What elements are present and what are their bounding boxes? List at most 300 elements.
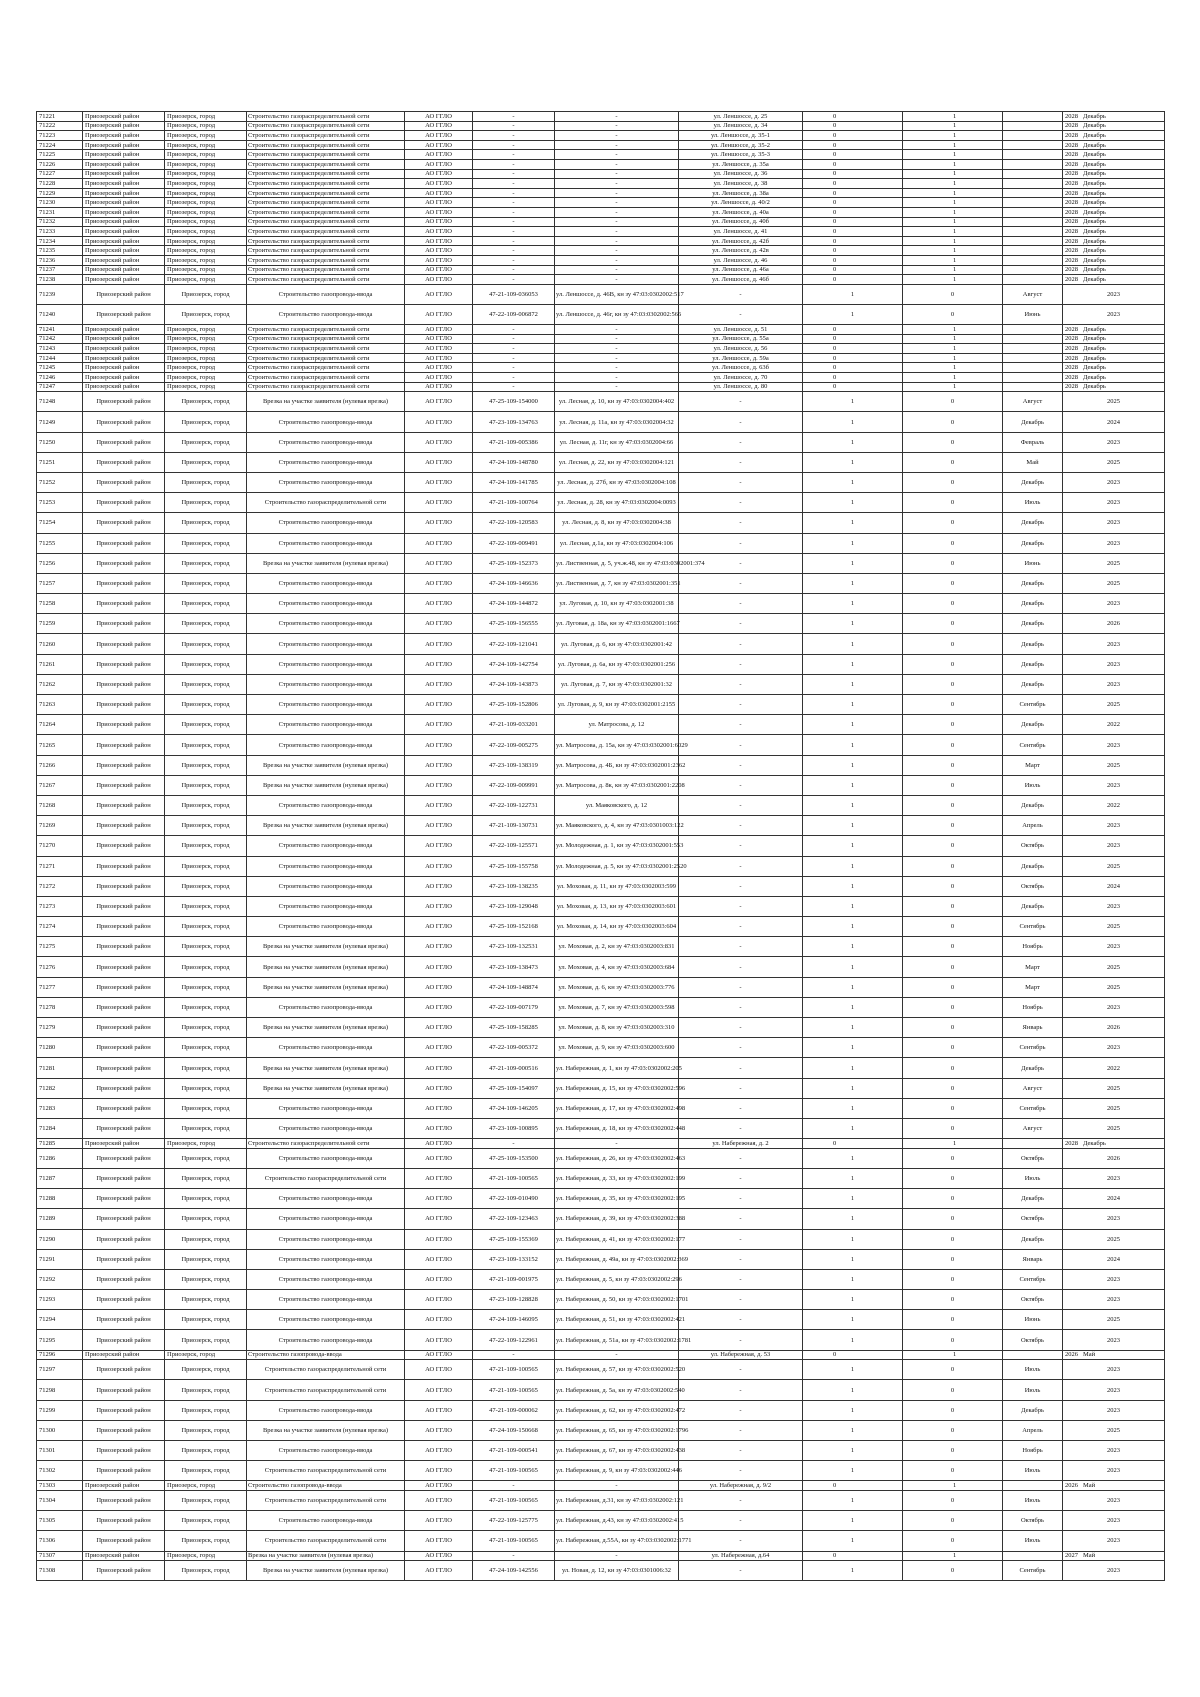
cell-network-count: 0 xyxy=(903,533,1003,553)
cell-row-number: 71274 xyxy=(37,917,83,937)
cell-year: 2023 xyxy=(1063,594,1165,614)
cell-application-number: - xyxy=(473,169,555,179)
cell-application-number: 47-22-109-005372 xyxy=(473,1038,555,1058)
cell-network-address: ул. Леншоссе, д. 38а xyxy=(679,188,803,198)
cell-address-with-cadastral: ул. Маяковского, д. 4, кн зу 47:03:0301003:122 xyxy=(555,816,679,836)
cell-network-count: 0 xyxy=(903,816,1003,836)
cell-connections-count: 0 xyxy=(803,150,903,160)
cell-settlement: Приозерск, город xyxy=(165,1269,247,1289)
cell-organization: АО ГГЛО xyxy=(405,1350,473,1360)
cell-organization: АО ГГЛО xyxy=(405,917,473,937)
cell-organization: АО ГГЛО xyxy=(405,1189,473,1209)
cell-address-with-cadastral: - xyxy=(555,265,679,275)
cell-network-address: - xyxy=(679,412,803,432)
cell-year: 2025 xyxy=(1063,1310,1165,1330)
cell-settlement: Приозерск, город xyxy=(165,775,247,795)
cell-row-number: 71236 xyxy=(37,255,83,265)
cell-organization: АО ГГЛО xyxy=(405,452,473,472)
cell-network-count: 0 xyxy=(903,304,1003,324)
cell-application-number: 47-23-109-138235 xyxy=(473,876,555,896)
cell-work-type: Врезка на участке заявителя (нулевая врезка) xyxy=(247,957,405,977)
cell-work-type: Строительство газопровода-ввода xyxy=(247,634,405,654)
cell-network-address: ул. Леншоссе, д. 46а xyxy=(679,265,803,275)
cell-settlement: Приозерск, город xyxy=(165,654,247,674)
cell-row-number: 71301 xyxy=(37,1440,83,1460)
table-row xyxy=(37,957,1165,977)
cell-network-count: 0 xyxy=(903,1490,1003,1510)
cell-settlement: Приозерск, город xyxy=(165,1098,247,1118)
table-row xyxy=(37,198,1165,208)
cell-organization: АО ГГЛО xyxy=(405,1249,473,1269)
cell-month: Декабрь xyxy=(1003,112,1063,122)
cell-application-number: 47-24-109-144872 xyxy=(473,594,555,614)
cell-year: 2025 xyxy=(1063,553,1165,573)
cell-network-address: - xyxy=(679,896,803,916)
cell-settlement: Приозерск, город xyxy=(165,1551,247,1561)
cell-address-with-cadastral: ул. Набережная, д. 26, кн зу 47:03:0302002:463 xyxy=(555,1148,679,1168)
cell-year: 2024 xyxy=(1063,412,1165,432)
cell-work-type: Строительство газораспределительной сети xyxy=(247,255,405,265)
cell-application-number: - xyxy=(473,131,555,141)
cell-address-with-cadastral: ул. Лесная, д. 10, кн зу 47:03:0302004:402 xyxy=(555,392,679,412)
cell-district: Приозерский район xyxy=(83,1118,165,1138)
cell-month: Октябрь xyxy=(1003,836,1063,856)
table-row xyxy=(37,1269,1165,1289)
cell-district: Приозерский район xyxy=(83,1561,165,1581)
cell-settlement: Приозерск, город xyxy=(165,1168,247,1188)
cell-organization: АО ГГЛО xyxy=(405,1440,473,1460)
cell-month: Декабрь xyxy=(1003,856,1063,876)
cell-address-with-cadastral: ул. Набережная, д.43, кн зу 47:03:0302002:415 xyxy=(555,1511,679,1531)
cell-row-number: 71285 xyxy=(37,1139,83,1149)
cell-district: Приозерский район xyxy=(83,325,165,335)
cell-row-number: 71240 xyxy=(37,304,83,324)
cell-address-with-cadastral: ул. Леншоссе, д. 46В, кн зу 47:03:0302002:517 xyxy=(555,284,679,304)
cell-network-address: ул. Леншоссе, д. 63б xyxy=(679,363,803,373)
cell-row-number: 71299 xyxy=(37,1400,83,1420)
cell-settlement: Приозерск, город xyxy=(165,112,247,122)
cell-month: Январь xyxy=(1003,1018,1063,1038)
cell-settlement: Приозерск, город xyxy=(165,1350,247,1360)
cell-month: Июнь xyxy=(1003,304,1063,324)
cell-settlement: Приозерск, город xyxy=(165,353,247,363)
cell-settlement: Приозерск, город xyxy=(165,856,247,876)
cell-year: 2023 xyxy=(1063,896,1165,916)
cell-organization: АО ГГЛО xyxy=(405,1461,473,1481)
cell-work-type: Строительство газопровода-ввода xyxy=(247,533,405,553)
cell-application-number: - xyxy=(473,255,555,265)
cell-work-type: Строительство газораспределительной сети xyxy=(247,1461,405,1481)
cell-network-address: - xyxy=(679,573,803,593)
cell-work-type: Строительство газораспределительной сети xyxy=(247,275,405,285)
cell-district: Приозерский район xyxy=(83,121,165,131)
cell-connections-count: 1 xyxy=(803,1168,903,1188)
cell-address-with-cadastral: - xyxy=(555,255,679,265)
cell-connections-count: 1 xyxy=(803,284,903,304)
cell-settlement: Приозерск, город xyxy=(165,493,247,513)
cell-address-with-cadastral: - xyxy=(555,131,679,141)
cell-network-address: - xyxy=(679,1360,803,1380)
cell-month: Декабрь xyxy=(1003,614,1063,634)
cell-settlement: Приозерск, город xyxy=(165,1461,247,1481)
cell-connections-count: 1 xyxy=(803,1229,903,1249)
cell-address-with-cadastral: - xyxy=(555,334,679,344)
cell-work-type: Строительство газораспределительной сети xyxy=(247,382,405,392)
cell-network-count: 0 xyxy=(903,392,1003,412)
table-row xyxy=(37,553,1165,573)
cell-year: 2023 xyxy=(1063,836,1165,856)
cell-work-type: Строительство газораспределительной сети xyxy=(247,112,405,122)
cell-row-number: 71265 xyxy=(37,735,83,755)
cell-work-type: Строительство газопровода-ввода xyxy=(247,1148,405,1168)
cell-month: Декабрь xyxy=(1003,150,1063,160)
cell-month: Июль xyxy=(1003,1380,1063,1400)
cell-network-address: - xyxy=(679,452,803,472)
cell-network-address: ул. Леншоссе, д. 55а xyxy=(679,334,803,344)
cell-month: Апрель xyxy=(1003,1420,1063,1440)
cell-network-address: ул. Леншоссе, д. 36 xyxy=(679,169,803,179)
cell-settlement: Приозерск, город xyxy=(165,472,247,492)
cell-organization: АО ГГЛО xyxy=(405,353,473,363)
cell-address-with-cadastral: - xyxy=(555,382,679,392)
cell-address-with-cadastral: - xyxy=(555,150,679,160)
cell-organization: АО ГГЛО xyxy=(405,715,473,735)
cell-network-address: - xyxy=(679,553,803,573)
cell-organization: АО ГГЛО xyxy=(405,1561,473,1581)
cell-organization: АО ГГЛО xyxy=(405,236,473,246)
cell-month: Май xyxy=(1003,1350,1063,1360)
cell-connections-count: 0 xyxy=(803,159,903,169)
cell-organization: АО ГГЛО xyxy=(405,179,473,189)
cell-network-address: ул. Леншоссе, д. 35-3 xyxy=(679,150,803,160)
cell-work-type: Строительство газопровода-ввода xyxy=(247,1038,405,1058)
cell-organization: АО ГГЛО xyxy=(405,1400,473,1420)
cell-connections-count: 1 xyxy=(803,392,903,412)
cell-work-type: Врезка на участке заявителя (нулевая врезка) xyxy=(247,553,405,573)
cell-year: 2025 xyxy=(1063,1118,1165,1138)
cell-year: 2024 xyxy=(1063,876,1165,896)
cell-row-number: 71277 xyxy=(37,977,83,997)
cell-connections-count: 0 xyxy=(803,325,903,335)
cell-application-number: 47-24-109-148874 xyxy=(473,977,555,997)
table-row xyxy=(37,304,1165,324)
cell-year: 2023 xyxy=(1063,634,1165,654)
cell-application-number: 47-23-109-138319 xyxy=(473,755,555,775)
cell-organization: АО ГГЛО xyxy=(405,255,473,265)
cell-work-type: Строительство газораспределительной сети xyxy=(247,217,405,227)
cell-network-count: 0 xyxy=(903,1018,1003,1038)
table-row xyxy=(37,1551,1165,1561)
table-row xyxy=(37,715,1165,735)
cell-application-number: 47-24-109-150668 xyxy=(473,1420,555,1440)
cell-organization: АО ГГЛО xyxy=(405,265,473,275)
cell-row-number: 71243 xyxy=(37,344,83,354)
cell-application-number: 47-24-109-142556 xyxy=(473,1561,555,1581)
cell-address-with-cadastral: ул. Лесная, д. 11а, кн зу 47:03:0302004:32 xyxy=(555,412,679,432)
cell-application-number: 47-24-109-143873 xyxy=(473,674,555,694)
cell-district: Приозерский район xyxy=(83,1461,165,1481)
cell-district: Приозерский район xyxy=(83,344,165,354)
cell-settlement: Приозерск, город xyxy=(165,1078,247,1098)
table-row xyxy=(37,1078,1165,1098)
cell-application-number: 47-25-109-152168 xyxy=(473,917,555,937)
cell-connections-count: 1 xyxy=(803,432,903,452)
cell-district: Приозерский район xyxy=(83,1139,165,1149)
cell-network-count: 0 xyxy=(903,836,1003,856)
cell-application-number: 47-24-109-141785 xyxy=(473,472,555,492)
cell-network-count: 0 xyxy=(903,1360,1003,1380)
cell-organization: АО ГГЛО xyxy=(405,412,473,432)
cell-year: 2028 xyxy=(1063,334,1165,344)
cell-application-number: - xyxy=(473,1350,555,1360)
cell-district: Приозерский район xyxy=(83,674,165,694)
table-row xyxy=(37,977,1165,997)
cell-organization: АО ГГЛО xyxy=(405,1420,473,1440)
cell-work-type: Строительство газопровода-ввода xyxy=(247,856,405,876)
cell-address-with-cadastral: - xyxy=(555,275,679,285)
cell-work-type: Строительство газопровода-ввода xyxy=(247,614,405,634)
cell-network-address: - xyxy=(679,1209,803,1229)
cell-organization: АО ГГЛО xyxy=(405,1511,473,1531)
cell-month: Декабрь xyxy=(1003,382,1063,392)
cell-network-address: - xyxy=(679,1058,803,1078)
cell-organization: АО ГГЛО xyxy=(405,614,473,634)
cell-network-address: ул. Леншоссе, д. 42в xyxy=(679,246,803,256)
cell-district: Приозерский район xyxy=(83,1098,165,1118)
cell-year: 2028 xyxy=(1063,188,1165,198)
cell-month: Август xyxy=(1003,284,1063,304)
cell-work-type: Строительство газопровода-ввода xyxy=(247,896,405,916)
cell-address-with-cadastral: ул. Набережная, д. 33, кн зу 47:03:0302002:199 xyxy=(555,1168,679,1188)
cell-month: Декабрь xyxy=(1003,1229,1063,1249)
cell-address-with-cadastral: ул. Луговая, д. 18а, кн зу 47:03:0302001:1667 xyxy=(555,614,679,634)
cell-network-count: 1 xyxy=(903,188,1003,198)
cell-application-number: 47-21-109-001975 xyxy=(473,1269,555,1289)
cell-year: 2028 xyxy=(1063,246,1165,256)
cell-row-number: 71255 xyxy=(37,533,83,553)
cell-district: Приозерский район xyxy=(83,217,165,227)
cell-district: Приозерский район xyxy=(83,1400,165,1420)
cell-network-count: 0 xyxy=(903,1148,1003,1168)
cell-application-number: - xyxy=(473,112,555,122)
cell-row-number: 71242 xyxy=(37,334,83,344)
cell-row-number: 71300 xyxy=(37,1420,83,1440)
cell-address-with-cadastral: - xyxy=(555,227,679,237)
cell-connections-count: 1 xyxy=(803,573,903,593)
cell-district: Приозерский район xyxy=(83,735,165,755)
cell-year: 2023 xyxy=(1063,1330,1165,1350)
cell-year: 2028 xyxy=(1063,198,1165,208)
table-row xyxy=(37,1330,1165,1350)
cell-network-count: 0 xyxy=(903,977,1003,997)
cell-year: 2023 xyxy=(1063,472,1165,492)
cell-work-type: Строительство газопровода-ввода xyxy=(247,513,405,533)
cell-network-count: 0 xyxy=(903,412,1003,432)
cell-network-count: 1 xyxy=(903,207,1003,217)
cell-settlement: Приозерск, город xyxy=(165,236,247,246)
cell-network-count: 0 xyxy=(903,917,1003,937)
cell-network-address: ул. Леншоссе, д. 25 xyxy=(679,112,803,122)
cell-settlement: Приозерск, город xyxy=(165,1189,247,1209)
cell-network-count: 1 xyxy=(903,131,1003,141)
cell-network-count: 0 xyxy=(903,1249,1003,1269)
cell-settlement: Приозерск, город xyxy=(165,207,247,217)
cell-district: Приозерский район xyxy=(83,363,165,373)
cell-network-count: 1 xyxy=(903,159,1003,169)
table-row xyxy=(37,1189,1165,1209)
cell-settlement: Приозерск, город xyxy=(165,412,247,432)
cell-year: 2025 xyxy=(1063,1229,1165,1249)
cell-address-with-cadastral: ул. Матросова, д. 4Б, кн зу 47:03:0302001:2362 xyxy=(555,755,679,775)
cell-address-with-cadastral: ул. Набережная, д. 57, кн зу 47:03:0302002:520 xyxy=(555,1360,679,1380)
cell-settlement: Приозерск, город xyxy=(165,452,247,472)
cell-year: 2028 xyxy=(1063,207,1165,217)
cell-network-count: 0 xyxy=(903,695,1003,715)
cell-work-type: Строительство газораспределительной сети xyxy=(247,344,405,354)
cell-work-type: Врезка на участке заявителя (нулевая врезка) xyxy=(247,392,405,412)
table-row xyxy=(37,112,1165,122)
cell-application-number: 47-25-109-154097 xyxy=(473,1078,555,1098)
cell-settlement: Приозерск, город xyxy=(165,275,247,285)
cell-settlement: Приозерск, город xyxy=(165,1400,247,1420)
table-row xyxy=(37,236,1165,246)
cell-month: Сентябрь xyxy=(1003,1561,1063,1581)
cell-organization: АО ГГЛО xyxy=(405,1269,473,1289)
cell-network-address: - xyxy=(679,1290,803,1310)
cell-network-address: - xyxy=(679,432,803,452)
cell-row-number: 71252 xyxy=(37,472,83,492)
cell-organization: АО ГГЛО xyxy=(405,159,473,169)
cell-connections-count: 1 xyxy=(803,735,903,755)
cell-settlement: Приозерск, город xyxy=(165,674,247,694)
cell-address-with-cadastral: ул. Молодежная, д. 5, кн зу 47:03:0302001:2520 xyxy=(555,856,679,876)
cell-address-with-cadastral: ул. Луговая, д. 9, кн зу 47:03:0302001:2155 xyxy=(555,695,679,715)
cell-network-count: 0 xyxy=(903,1380,1003,1400)
cell-month: Август xyxy=(1003,392,1063,412)
table-row xyxy=(37,140,1165,150)
cell-organization: АО ГГЛО xyxy=(405,131,473,141)
cell-row-number: 71225 xyxy=(37,150,83,160)
cell-network-count: 0 xyxy=(903,1561,1003,1581)
cell-row-number: 71308 xyxy=(37,1561,83,1581)
cell-month: Декабрь xyxy=(1003,472,1063,492)
cell-connections-count: 0 xyxy=(803,246,903,256)
cell-address-with-cadastral: ул. Луговая, д. 6а, кн зу 47:03:0302001:256 xyxy=(555,654,679,674)
cell-organization: АО ГГЛО xyxy=(405,674,473,694)
cell-month: Октябрь xyxy=(1003,876,1063,896)
cell-network-address: - xyxy=(679,1038,803,1058)
cell-organization: АО ГГЛО xyxy=(405,344,473,354)
cell-work-type: Строительство газораспределительной сети xyxy=(247,1168,405,1188)
table-row xyxy=(37,1380,1165,1400)
cell-connections-count: 1 xyxy=(803,472,903,492)
cell-connections-count: 0 xyxy=(803,112,903,122)
cell-year: 2028 xyxy=(1063,265,1165,275)
cell-application-number: 47-25-109-152373 xyxy=(473,553,555,573)
cell-district: Приозерский район xyxy=(83,937,165,957)
cell-address-with-cadastral: ул. Новая, д. 12, кн зу 47:03:0301006:32 xyxy=(555,1561,679,1581)
cell-address-with-cadastral: ул. Набережная, д. 50, кн зу 47:03:0302002:1701 xyxy=(555,1290,679,1310)
cell-organization: АО ГГЛО xyxy=(405,876,473,896)
cell-district: Приозерский район xyxy=(83,553,165,573)
cell-organization: АО ГГЛО xyxy=(405,553,473,573)
cell-month: Январь xyxy=(1003,1249,1063,1269)
cell-organization: АО ГГЛО xyxy=(405,957,473,977)
table-row xyxy=(37,121,1165,131)
cell-organization: АО ГГЛО xyxy=(405,382,473,392)
cell-work-type: Врезка на участке заявителя (нулевая врезка) xyxy=(247,775,405,795)
cell-organization: АО ГГЛО xyxy=(405,775,473,795)
cell-settlement: Приозерск, город xyxy=(165,634,247,654)
cell-row-number: 71233 xyxy=(37,227,83,237)
cell-row-number: 71302 xyxy=(37,1461,83,1481)
cell-month: Декабрь xyxy=(1003,654,1063,674)
cell-district: Приозерский район xyxy=(83,382,165,392)
cell-district: Приозерский район xyxy=(83,255,165,265)
cell-network-count: 0 xyxy=(903,1189,1003,1209)
cell-connections-count: 1 xyxy=(803,452,903,472)
cell-year: 2025 xyxy=(1063,573,1165,593)
cell-month: Сентябрь xyxy=(1003,917,1063,937)
table-row xyxy=(37,1310,1165,1330)
table-row xyxy=(37,513,1165,533)
cell-connections-count: 1 xyxy=(803,997,903,1017)
cell-network-count: 1 xyxy=(903,179,1003,189)
cell-year: 2023 xyxy=(1063,432,1165,452)
cell-month: Декабрь xyxy=(1003,325,1063,335)
cell-application-number: - xyxy=(473,373,555,383)
cell-settlement: Приозерск, город xyxy=(165,169,247,179)
cell-work-type: Врезка на участке заявителя (нулевая врезка) xyxy=(247,816,405,836)
cell-work-type: Врезка на участке заявителя (нулевая врезка) xyxy=(247,1078,405,1098)
cell-network-count: 1 xyxy=(903,198,1003,208)
cell-row-number: 71259 xyxy=(37,614,83,634)
cell-work-type: Врезка на участке заявителя (нулевая врезка) xyxy=(247,755,405,775)
cell-work-type: Строительство газораспределительной сети xyxy=(247,325,405,335)
cell-organization: АО ГГЛО xyxy=(405,304,473,324)
cell-connections-count: 0 xyxy=(803,1350,903,1360)
cell-connections-count: 1 xyxy=(803,836,903,856)
cell-month: Март xyxy=(1003,755,1063,775)
table-row xyxy=(37,1531,1165,1551)
cell-connections-count: 0 xyxy=(803,255,903,265)
cell-address-with-cadastral: ул. Матросова, д. 12 xyxy=(555,715,679,735)
cell-row-number: 71241 xyxy=(37,325,83,335)
cell-year: 2024 xyxy=(1063,1249,1165,1269)
cell-row-number: 71248 xyxy=(37,392,83,412)
cell-settlement: Приозерск, город xyxy=(165,265,247,275)
table-row xyxy=(37,1168,1165,1188)
cell-settlement: Приозерск, город xyxy=(165,1561,247,1581)
cell-network-address: - xyxy=(679,1189,803,1209)
cell-network-address: - xyxy=(679,977,803,997)
cell-year: 2025 xyxy=(1063,1098,1165,1118)
cell-organization: АО ГГЛО xyxy=(405,1118,473,1138)
cell-network-count: 0 xyxy=(903,1511,1003,1531)
cell-organization: АО ГГЛО xyxy=(405,937,473,957)
cell-district: Приозерский район xyxy=(83,594,165,614)
cell-connections-count: 1 xyxy=(803,775,903,795)
cell-district: Приозерский район xyxy=(83,169,165,179)
cell-month: Октябрь xyxy=(1003,1209,1063,1229)
cell-month: Апрель xyxy=(1003,816,1063,836)
cell-year: 2023 xyxy=(1063,1290,1165,1310)
cell-district: Приозерский район xyxy=(83,1380,165,1400)
cell-settlement: Приозерск, город xyxy=(165,1511,247,1531)
cell-network-count: 0 xyxy=(903,1168,1003,1188)
cell-address-with-cadastral: ул. Лиственная, д. 7, кн зу 47:03:0302001:351 xyxy=(555,573,679,593)
cell-address-with-cadastral: ул. Набережная, д.55А, кн зу 47:03:0302002:1771 xyxy=(555,1531,679,1551)
